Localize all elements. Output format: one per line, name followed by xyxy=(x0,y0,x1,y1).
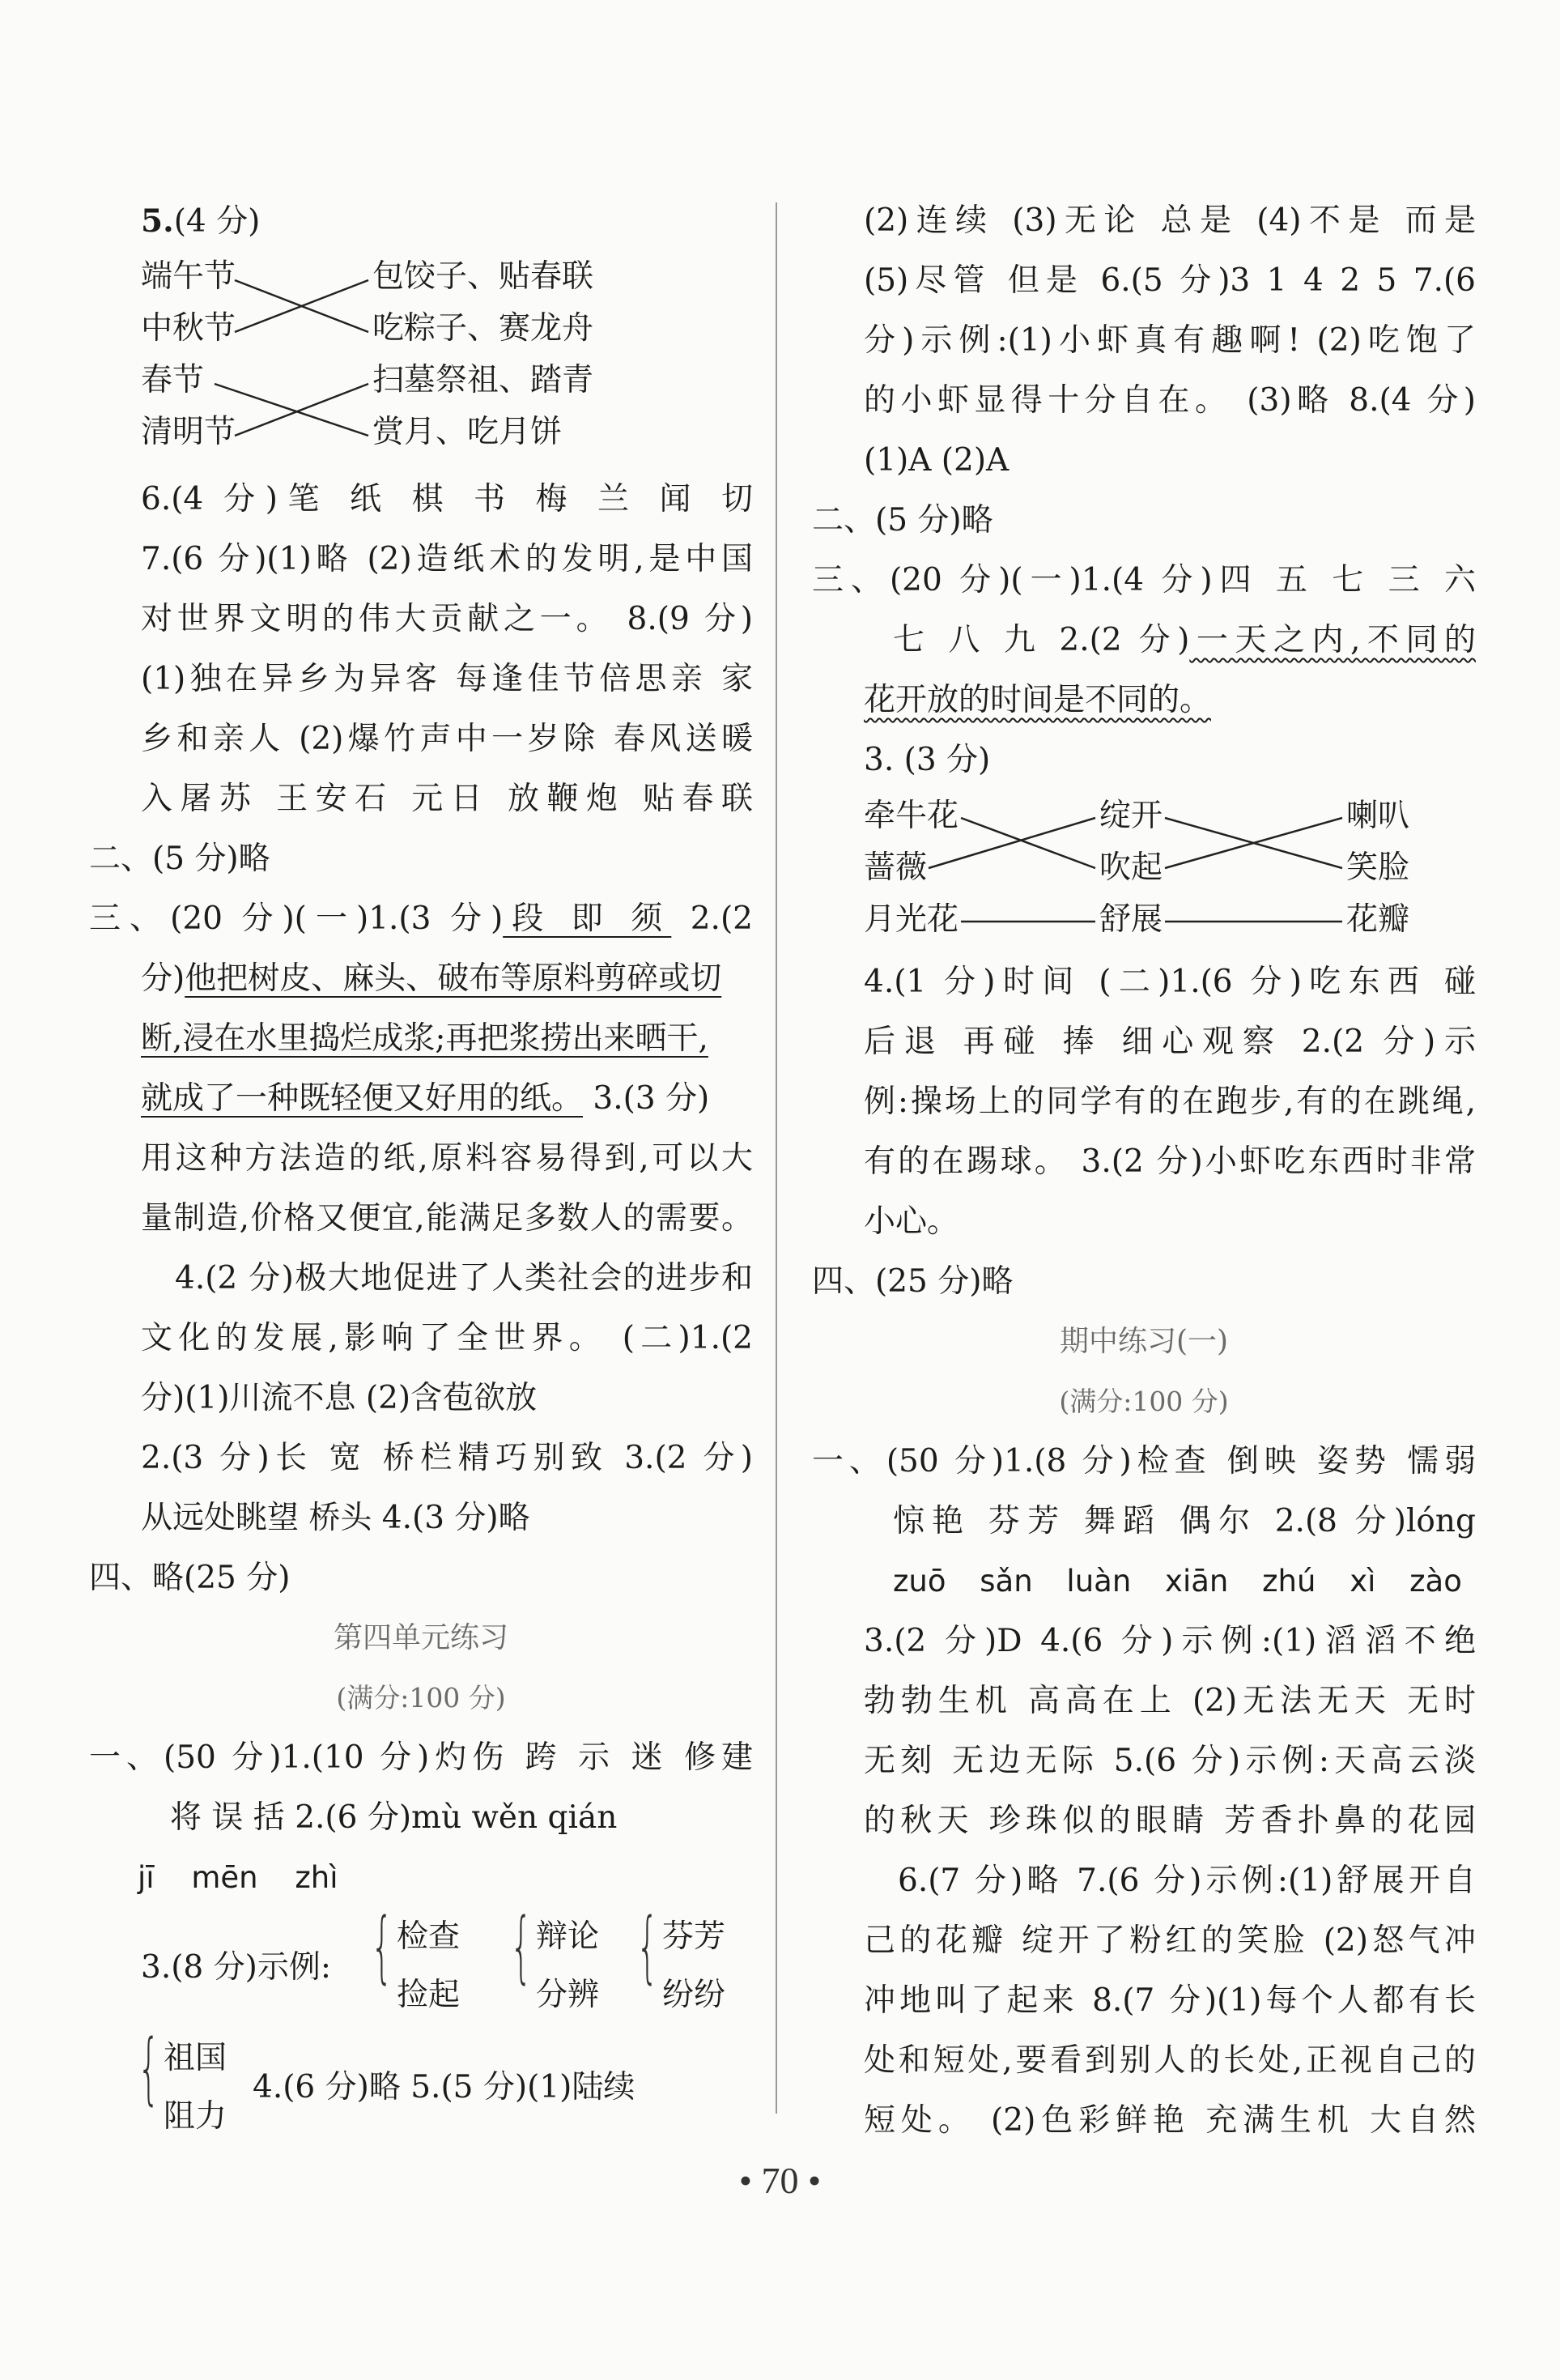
q5-heading: 5.(4 分) xyxy=(141,202,261,240)
section-4: 四、略(25 分) xyxy=(89,1560,291,1596)
midterm-score: (满分:100 分) xyxy=(1059,1386,1229,1417)
flower-matching xyxy=(812,790,1476,952)
right-section-4: 四、(25 分)略 xyxy=(812,1263,1014,1300)
match-left-4: 清明节 xyxy=(141,414,236,450)
right-section-3: 三、(20 分)(一)1.(4 分)四 五 七 三 六 xyxy=(812,562,1476,598)
mid-line-7: 的秋天 珍珠似的眼睛 芳香扑鼻的花园 xyxy=(864,1803,1476,1839)
m-col1-1: 牵牛花 xyxy=(864,798,959,834)
unit-score: (满分:100 分) xyxy=(336,1682,506,1714)
q6-answer: 6.(4 分)笔 纸 棋 书 梅 兰 闻 切 xyxy=(141,481,753,517)
mid-line-5: 勃勃生机 高高在上 (2)无法无天 无时 xyxy=(864,1683,1476,1719)
right-line-8: 4.(1 分)时间 (二)1.(6 分)吃东西 碰 xyxy=(864,964,1476,1000)
right-line-9: 后退 再碰 捧 细心观察 2.(2 分)示 xyxy=(864,1024,1476,1060)
m-col1-3: 月光花 xyxy=(864,901,959,938)
q3-group-1: 检查 捡起 xyxy=(397,1918,461,2013)
left-line-3: 乡和亲人 (2)爆竹声中一岁除 春风送暖 xyxy=(141,721,753,757)
left-line-7: 4.(2 分)极大地促进了人类社会的进步和 xyxy=(175,1260,753,1296)
left-line-10: 2.(3 分)长 宽 桥栏精巧别致 3.(2 分) xyxy=(141,1440,753,1476)
match-right-3: 扫墓祭祖、踏青 xyxy=(372,362,594,398)
underlined-answer-1: 分)他把树皮、麻头、破布等原料剪碎或切 xyxy=(141,960,722,997)
right-line-2: (5)尽管 但是 6.(5 分)3 1 4 2 5 7.(6 xyxy=(864,262,1476,299)
right-line-12: 小心。 xyxy=(864,1203,959,1240)
mid-line-8: 6.(7 分)略 7.(6 分)示例:(1)舒展开自 xyxy=(898,1863,1476,1899)
m-col1-2: 蔷薇 xyxy=(864,849,928,886)
q3-label: 3.(8 分)示例: xyxy=(141,1949,331,1986)
m-col3-2: 笑脸 xyxy=(1346,849,1410,886)
left-column xyxy=(89,191,753,2151)
left-line-8: 文化的发展,影响了全世界。 (二)1.(2 xyxy=(141,1320,753,1356)
right-line-1: (2)连续 (3)无论 总是 (4)不是 而是 xyxy=(864,202,1476,239)
matching-lines xyxy=(812,790,1476,952)
right-line-3: 分)示例:(1)小虾真有趣啊! (2)吃饱了 xyxy=(864,322,1476,359)
left-line-4: 入屠苏 王安石 元日 放鞭炮 贴春联 xyxy=(141,781,753,817)
brace-icon: { xyxy=(510,1901,533,1992)
midterm-title: 期中练习(一) xyxy=(1059,1325,1229,1358)
left-line-11: 从远处眺望 桥头 4.(3 分)略 xyxy=(141,1500,530,1536)
mid-line-6: 无刻 无边无际 5.(6 分)示例:天高云淡 xyxy=(864,1743,1476,1779)
mid-pinyin-line: zuō sǎn luàn xiān zhú xì zào xyxy=(893,1564,1462,1599)
q3-tail: 4.(6 分)略 5.(5 分)(1)陆续 xyxy=(253,2069,635,2105)
unit-pinyin-line: jī mēn zhì xyxy=(138,1860,338,1895)
right-line-7: 花开放的时间是不同的。 xyxy=(864,682,1212,718)
section-3-start: 三、(20 分)(一)1.(3 分)段 即 须 2.(2 xyxy=(89,900,753,937)
unit-title: 第四单元练习 xyxy=(333,1621,508,1654)
match-right-4: 赏月、吃月饼 xyxy=(372,414,563,450)
right-line-6: 七 八 九 2.(2 分)一天之内,不同的 xyxy=(893,622,1476,658)
right-line-4: 的小虾显得十分自在。 (3)略 8.(4 分) xyxy=(864,382,1476,419)
mid-line-4: 3.(2 分)D 4.(6 分)示例:(1)滔滔不绝 xyxy=(864,1623,1476,1659)
m-col3-3: 花瓣 xyxy=(1346,901,1410,938)
festival-matching xyxy=(89,251,753,470)
mid-line-10: 冲地叫了起来 8.(7 分)(1)每个人都有长 xyxy=(864,1982,1476,2019)
matching-lines xyxy=(89,251,753,470)
page-number: • 70 • xyxy=(738,2160,822,2201)
left-line-1: 对世界文明的伟大贡献之一。 8.(9 分) xyxy=(141,601,753,637)
brace-icon: { xyxy=(371,1901,393,1992)
match-right-2: 吃粽子、赛龙舟 xyxy=(372,310,594,347)
left-line-5: 用这种方法造的纸,原料容易得到,可以大 xyxy=(141,1140,753,1177)
q3-group-4: 祖国 阻力 xyxy=(164,2040,227,2135)
unit-line-1: 一、(50 分)1.(10 分)灼伤 跨 示 迷 修建 xyxy=(89,1739,753,1776)
underlined-answer-2: 断,浸在水里捣烂成浆;再把浆捞出来晒干, xyxy=(141,1020,708,1057)
m-col3-1: 喇叭 xyxy=(1346,798,1410,834)
m-col2-3: 舒展 xyxy=(1099,901,1163,938)
left-line-9: 分)(1)川流不息 (2)含苞欲放 xyxy=(141,1380,538,1416)
right-line-11: 有的在踢球。 3.(2 分)小虾吃东西时非常 xyxy=(864,1143,1476,1180)
left-line-6: 量制造,价格又便宜,能满足多数人的需要。 xyxy=(141,1200,753,1237)
mid-line-2: 惊艳 芬芳 舞蹈 偶尔 2.(8 分)lóng xyxy=(893,1503,1476,1539)
left-line-2: (1)独在异乡为异客 每逢佳节倍思亲 家 xyxy=(141,661,753,697)
right-line-10: 例:操场上的同学有的在跑步,有的在跳绳, xyxy=(864,1084,1476,1120)
unit-line-2: 将 误 括 2.(6 分)mù wěn qián xyxy=(170,1799,618,1836)
mid-line-1: 一、(50 分)1.(8 分)检查 倒映 姿势 懦弱 xyxy=(812,1443,1476,1480)
right-column xyxy=(812,191,1476,2151)
section-2: 二、(5 分)略 xyxy=(89,841,270,877)
q3-group-3: 芬芳 纷纷 xyxy=(662,1918,726,2013)
mid-line-12: 短处。 (2)色彩鲜艳 充满生机 大自然 xyxy=(864,2102,1476,2139)
brace-icon: { xyxy=(636,1901,659,1992)
underlined-answer-3: 就成了一种既轻便又好用的纸。 3.(3 分) xyxy=(141,1080,710,1117)
right-line-5: (1)A (2)A xyxy=(864,442,1010,479)
right-section-2: 二、(5 分)略 xyxy=(812,502,993,539)
mid-line-9: 己的花瓣 绽开了粉红的笑脸 (2)怒气冲 xyxy=(864,1922,1476,1959)
mid-line-11: 处和短处,要看到别人的长处,正视自己的 xyxy=(864,2042,1476,2079)
match-left-1: 端午节 xyxy=(141,258,236,295)
match-left-3: 春节 xyxy=(141,362,205,398)
match-left-2: 中秋节 xyxy=(141,310,236,347)
q3-groups xyxy=(89,1901,753,2029)
q7-answer: 7.(6 分)(1)略 (2)造纸术的发明,是中国 xyxy=(141,541,753,577)
m-col2-2: 吹起 xyxy=(1099,849,1163,886)
column-divider xyxy=(776,202,777,2114)
q3-group-2: 辩论 分辨 xyxy=(536,1918,600,2013)
match-right-1: 包饺子、贴春联 xyxy=(372,258,594,295)
brace-icon: { xyxy=(138,2023,160,2114)
right-q3-heading: 3. (3 分) xyxy=(864,742,991,778)
m-col2-1: 绽开 xyxy=(1099,798,1163,834)
q3-last-group xyxy=(89,2023,753,2151)
